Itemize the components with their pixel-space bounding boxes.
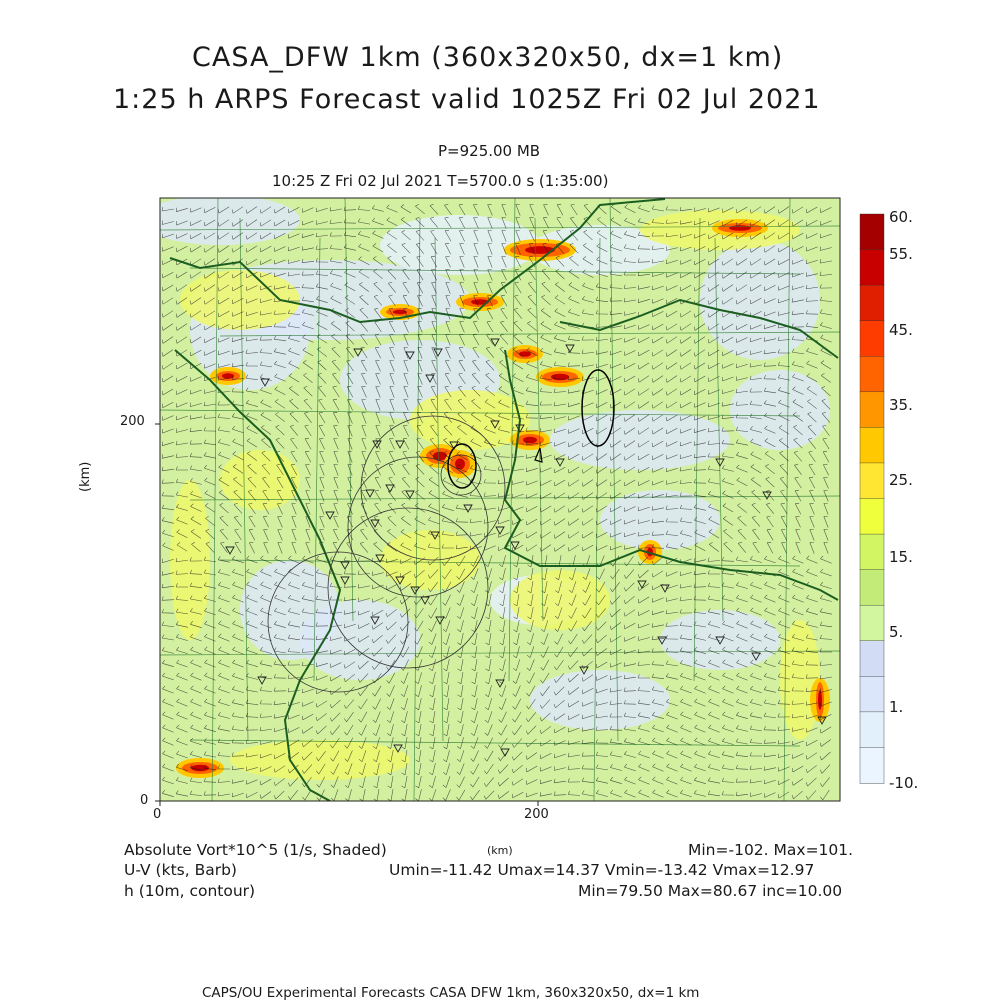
x-axis-label: (km): [487, 844, 513, 857]
vorticity-patch: [550, 410, 730, 470]
y-axis-label: (km): [78, 461, 93, 492]
colorbar-label-35: 35.: [889, 396, 913, 414]
y-tick-0: 0: [140, 793, 149, 808]
vorticity-patch: [780, 620, 820, 740]
legend-stats-height: Min=79.50 Max=80.67 inc=10.00: [578, 882, 843, 900]
vorticity-max: [818, 690, 822, 710]
colorbar-label-1: 1.: [889, 698, 904, 716]
colorbar-swatch: [860, 392, 884, 428]
colorbar-label-45: 45.: [889, 321, 913, 339]
colorbar-swatch: [860, 463, 884, 499]
colorbar-label-15: 15.: [889, 548, 913, 566]
vorticity-patch: [230, 740, 410, 780]
vorticity-max: [519, 351, 531, 357]
legend-field-height: h (10m, contour): [124, 882, 256, 900]
legend-field-vorticity: Absolute Vort*10^5 (1/s, Shaded): [124, 841, 387, 859]
colorbar: [860, 214, 884, 784]
legend-field-wind: U-V (kts, Barb): [124, 861, 237, 879]
vorticity-patch: [730, 370, 830, 450]
colorbar-label-25: 25.: [889, 471, 913, 489]
pressure-level: P=925.00 MB: [438, 142, 541, 160]
x-tick-0: 0: [153, 807, 162, 822]
colorbar-swatch: [860, 712, 884, 748]
colorbar-label-neg10: -10.: [889, 774, 919, 792]
vorticity-patch: [660, 610, 780, 670]
x-tick-200: 200: [524, 807, 549, 822]
title-line-2: 1:25 h ARPS Forecast valid 1025Z Fri 02 Jul 2021: [113, 84, 821, 115]
colorbar-swatch: [860, 641, 884, 677]
colorbar-swatch: [860, 676, 884, 712]
vorticity-patch: [220, 450, 300, 510]
colorbar-swatch: [860, 285, 884, 321]
colorbar-swatch: [860, 250, 884, 286]
vorticity-max: [523, 437, 537, 444]
colorbar-swatch: [860, 605, 884, 641]
colorbar-label-5: 5.: [889, 623, 904, 641]
colorbar-swatch: [860, 321, 884, 357]
y-tick-200: 200: [120, 414, 145, 429]
title-line-1: CASA_DFW 1km (360x320x50, dx=1 km): [192, 42, 784, 73]
colorbar-label-55: 55.: [889, 245, 913, 263]
colorbar-label-60: 60.: [889, 208, 913, 226]
vorticity-max: [191, 765, 209, 772]
colorbar-swatch: [860, 499, 884, 535]
vorticity-max: [551, 374, 569, 381]
vorticity-max: [729, 225, 751, 231]
colorbar-swatch: [860, 570, 884, 606]
footer-credit: CAPS/OU Experimental Forecasts CASA DFW 1km, 360x320x50, dx=1 km: [202, 985, 700, 1001]
legend-stats-wind: Umin=-11.42 Umax=14.37 Vmin=-13.42 Vmax=12.97: [389, 861, 815, 879]
colorbar-swatch: [860, 534, 884, 570]
colorbar-swatch: [860, 356, 884, 392]
vorticity-patch: [600, 490, 720, 550]
valid-time: 10:25 Z Fri 02 Jul 2021 T=5700.0 s (1:35:00): [272, 172, 609, 190]
colorbar-swatch: [860, 214, 884, 250]
legend-stats-vorticity: Min=-102. Max=101.: [688, 841, 854, 859]
colorbar-swatch: [860, 427, 884, 463]
colorbar-swatch: [860, 747, 884, 783]
